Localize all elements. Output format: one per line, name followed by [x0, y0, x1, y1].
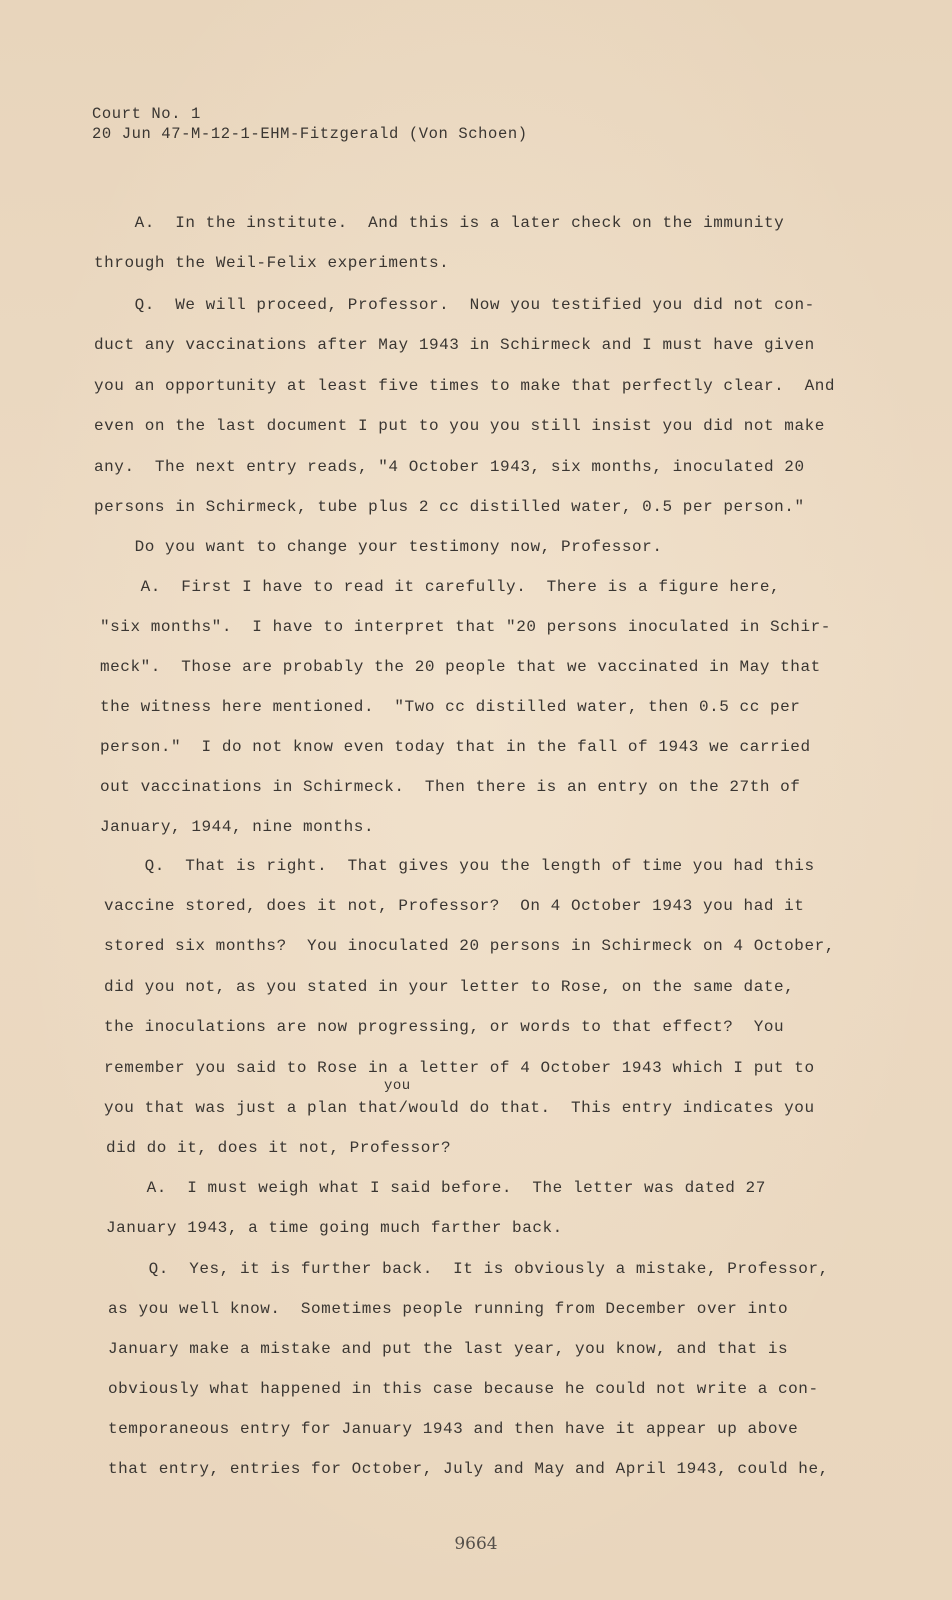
court-number: Court No. 1: [92, 105, 201, 123]
transcript-line: you an opportunity at least five times to make that perfectly clear. And: [94, 377, 836, 395]
transcript-line: vaccine stored, does it not, Professor? On 4 October 1943 you had it: [104, 897, 805, 915]
transcript-line: "six months". I have to interpret that "20 persons inoculated in Schir-: [100, 618, 831, 636]
transcript-line: remember you said to Rose in a letter of 4 October 1943 which I put to: [104, 1059, 815, 1077]
transcript-line: obviously what happened in this case because he could not write a con-: [108, 1380, 819, 1398]
transcript-line: Do you want to change your testimony now, Professor.: [94, 538, 663, 556]
transcript-line: the witness here mentioned. "Two cc distilled water, then 0.5 cc per: [100, 698, 801, 716]
transcript-line: even on the last document I put to you you still insist you did not make: [94, 417, 825, 435]
transcript-line: temporaneous entry for January 1943 and then have it appear up above: [108, 1420, 799, 1438]
transcript-line: A. In the institute. And this is a later check on the immunity: [94, 214, 785, 232]
document-header: [92, 104, 528, 144]
transcript-line: the inoculations are now progressing, or words to that effect? You: [104, 1018, 785, 1036]
transcript-line: that entry, entries for October, July and May and April 1943, could he,: [108, 1460, 829, 1478]
transcript-line: January 1943, a time going much farther back.: [106, 1219, 563, 1237]
transcript-line: did do it, does it not, Professor?: [106, 1139, 452, 1157]
session-reference: 20 Jun 47-M-12-1-EHM-Fitzgerald (Von Schoen): [92, 125, 528, 143]
transcript-line: persons in Schirmeck, tube plus 2 cc distilled water, 0.5 per person.": [94, 498, 805, 516]
transcript-line: stored six months? You inoculated 20 persons in Schirmeck on 4 October,: [104, 937, 835, 955]
page-number: 9664: [454, 1534, 498, 1554]
transcript-line: did you not, as you stated in your letter to Rose, on the same date,: [104, 978, 795, 996]
transcript-line: meck". Those are probably the 20 people that we vaccinated in May that: [100, 658, 821, 676]
transcript-line: Q. Yes, it is further back. It is obviously a mistake, Professor,: [108, 1260, 829, 1278]
transcript-line: you that was just a plan that/would do that. This entry indicates you: [104, 1099, 815, 1117]
transcript-line: January, 1944, nine months.: [100, 818, 375, 836]
transcript-line: through the Weil-Felix experiments.: [94, 254, 450, 272]
transcript-line: person." I do not know even today that in the fall of 1943 we carried: [100, 738, 811, 756]
transcript-line: any. The next entry reads, "4 October 1943, six months, inoculated 20: [94, 458, 805, 476]
transcript-line: Q. We will proceed, Professor. Now you testified you did not con-: [94, 296, 815, 314]
transcript-line: out vaccinations in Schirmeck. Then there is an entry on the 27th of: [100, 778, 801, 796]
transcript-line: January make a mistake and put the last year, you know, and that is: [108, 1340, 789, 1358]
transcript-line: duct any vaccinations after May 1943 in Schirmeck and I must have given: [94, 336, 815, 354]
transcript-line: Q. That is right. That gives you the length of time you had this: [104, 857, 815, 875]
transcript-line: as you well know. Sometimes people running from December over into: [108, 1300, 789, 1318]
interlinear-insertion: you: [384, 1078, 411, 1094]
transcript-line: A. First I have to read it carefully. There is a figure here,: [100, 578, 781, 596]
transcript-line: A. I must weigh what I said before. The letter was dated 27: [106, 1179, 766, 1197]
